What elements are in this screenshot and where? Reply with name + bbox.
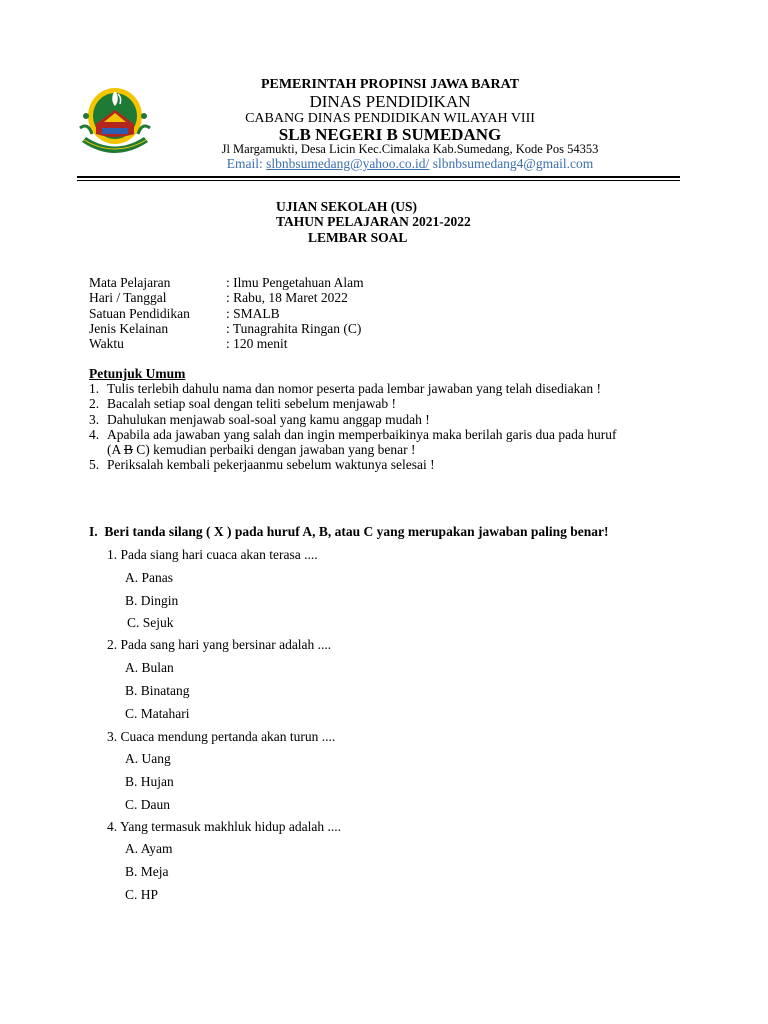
option-a[interactable]: A. Uang [125,751,171,766]
info-value: : Tunagrahita Ringan (C) [226,320,362,336]
info-key: Hari / Tanggal [89,290,167,306]
instruction-text: Tulis terlebih dahulu nama dan nomor peserta pada lembar jawaban yang telah disediakan ! [107,381,601,397]
option-b[interactable]: B. Binatang [125,683,190,698]
question-4: 4. Yang termasuk makhluk hidup adalah .... [107,819,341,834]
option-b[interactable]: B. Hujan [125,774,174,789]
section-instruction [89,524,608,540]
option-a[interactable]: A. Panas [125,570,173,585]
section-number: I. [89,524,98,539]
instruction-num: 2. [89,396,100,412]
header-address: Jl Margamukti, Desa Licin Kec.Cimalaka Kab.Sumedang, Kode Pos 54353 [221,142,599,156]
info-value: : Ilmu Pengetahuan Alam [226,275,364,290]
example-open: (A [107,442,124,458]
info-row [89,321,364,336]
header-dinas: DINAS PENDIDIKAN [309,92,471,111]
exam-info [89,275,364,351]
option-c[interactable]: C. HP [125,887,159,902]
instruction-item [89,457,689,472]
info-key: Satuan Pendidikan [89,305,190,321]
instruction-num: 5. [89,457,100,473]
info-row [89,306,364,321]
instructions-heading: Petunjuk Umum [89,366,186,381]
question-1: 1. Pada siang hari cuaca akan terasa .... [107,547,318,562]
instruction-item [89,396,689,411]
west-java-emblem-icon [74,82,156,160]
instruction-text: Bacalah setiap soal dengan teliti sebelum menjawab ! [107,396,397,412]
header-cabang: CABANG DINAS PENDIDIKAN WILAYAH VIII [245,111,535,126]
email-link-yahoo[interactable]: slbnbsumedang@yahoo.co.id/ [266,156,430,171]
email-label: Email: [226,156,267,171]
section-text: Beri tanda silang ( X ) pada huruf A, B, atau C yang merupakan jawaban paling benar! [104,524,609,539]
instruction-item [89,412,689,427]
example-close: C) kemudian perbaiki dengan jawaban yang benar ! [132,442,416,458]
question-2: 2. Pada sang hari yang bersinar adalah .... [107,637,332,652]
info-value: : SMALB [226,305,280,321]
header-email [200,156,620,172]
option-c[interactable]: C. Sejuk [127,615,174,630]
info-key: Jenis Kelainan [89,320,169,336]
instruction-num: 3. [89,411,100,427]
info-value: : Rabu, 18 Maret 2022 [226,290,348,306]
info-row [89,336,364,351]
info-key: Mata Pelajaran [89,275,171,290]
option-b[interactable]: B. Meja [125,864,169,879]
info-value: : 120 menit [226,336,288,352]
email-gmail: slbnbsumedang4@gmail.com [432,156,594,171]
option-b[interactable]: B. Dingin [125,593,179,608]
instruction-text: Dahulukan menjawab soal-soal yang kamu anggap mudah ! [107,411,430,427]
exam-year: TAHUN PELAJARAN 2021-2022 [276,214,471,229]
example-struck-letter: B [123,442,133,458]
instruction-text: Periksalah kembali pekerjaanmu sebelum waktunya selesai ! [107,457,435,473]
header-school-name: SLB NEGERI B SUMEDANG [278,125,502,144]
info-key: Waktu [89,336,124,352]
exam-sheet-title: LEMBAR SOAL [308,230,408,245]
instruction-item [89,427,689,442]
option-c[interactable]: C. Daun [125,797,170,812]
header-government: PEMERINTAH PROPINSI JAWA BARAT [260,77,520,92]
option-a[interactable]: A. Bulan [125,660,174,675]
info-row [89,290,364,305]
info-row [89,275,364,290]
instruction-item [89,381,689,396]
instruction-num: 4. [89,426,100,442]
instruction-num: 1. [89,381,100,397]
option-c[interactable]: C. Matahari [125,706,190,721]
exam-title: UJIAN SEKOLAH (US) [276,199,418,214]
question-3: 3. Cuaca mendung pertanda akan turun .... [107,729,336,744]
header-divider-thin [77,180,680,181]
instruction-item-continuation [89,442,689,457]
option-a[interactable]: A. Ayam [125,841,173,856]
general-instructions [89,366,689,472]
header-divider-thick [77,176,680,178]
instruction-text: Apabila ada jawaban yang salah dan ingin memperbaikinya maka berilah garis dua pada huruf [107,426,617,442]
